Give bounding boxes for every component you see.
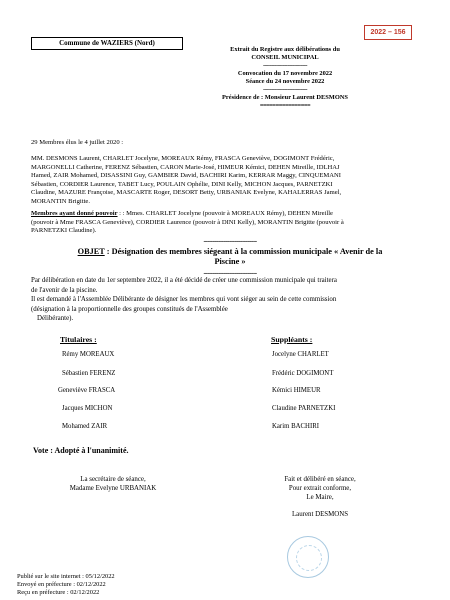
- footer-line: Envoyé en préfecture : 02/12/2022: [17, 581, 106, 588]
- presidency: Présidence de : Monsieur Laurent DESMONS: [222, 94, 348, 101]
- publication-footer: [17, 573, 115, 597]
- commune-label: Commune de WAZIERS (Nord): [31, 37, 183, 50]
- vote-result: Vote : Adopté à l'unanimité.: [33, 446, 129, 455]
- titulaire-name: Mohamed ZAIR: [62, 423, 108, 430]
- footer-line: Reçu en préfecture : 02/12/2022: [17, 589, 100, 596]
- deliberation-body: [31, 276, 431, 324]
- mayor-name: Laurent DESMONS: [291, 511, 349, 518]
- body-line: Il est demandé à l'Assemblée Délibérante de désigner les membres qui vont siéger au sein de cette commission: [31, 296, 337, 303]
- body-line: de l'avenir de la piscine.: [31, 286, 98, 294]
- separator: ---------------------------: [263, 62, 307, 69]
- separator: ---------------------------: [263, 86, 307, 93]
- separator: ================: [259, 102, 311, 109]
- signature-line: Fait et délibéré en séance,: [284, 476, 356, 483]
- body-line: Par délibération en date du 1er septembre 2022, il a été décidé de créer une commission municipale qui traitera: [31, 277, 337, 284]
- titulaire-name: Geneviève FRASCA: [58, 387, 116, 394]
- body-line: (désignation à la proportionnelle des groupes constitués de l'Assemblée: [31, 305, 228, 313]
- convocation-date: Convocation du 17 novembre 2022: [237, 70, 333, 77]
- suppleants-header: Suppléants :: [271, 335, 313, 344]
- proxy-line: PARNETZKI Claudine).: [31, 227, 97, 234]
- official-seal: [287, 536, 329, 578]
- separator: -----------------------------: [203, 268, 257, 277]
- register-line: Extrait du Registre aux délibérations du: [230, 46, 340, 53]
- proxy-line: : : Mmes. CHARLET Jocelyne (pouvoir à MOREAUX Rémy), DEHEN Mireille: [117, 210, 333, 217]
- suppleant-name: Frédéric DOGIMONT: [272, 370, 334, 377]
- proxy-label: Membres ayant donné pouvoir: [31, 210, 118, 217]
- member-line: MARGONELLI Catherine, FERENZ Sébastien, CARON Marie-José, HIMEUR Kémici, DEHEN Mireille, IDLHAJ: [31, 163, 340, 171]
- suppleant-name: Claudine PARNETZKI: [272, 405, 336, 412]
- objet-title: : Désignation des membres siégeant à la commission municipale « Avenir de la: [104, 246, 383, 256]
- objet-title: Piscine »: [214, 257, 246, 266]
- present-members: [31, 155, 431, 206]
- elected-count: 29 Membres élus le 4 juillet 2020 :: [31, 139, 124, 146]
- objet-block: [40, 236, 420, 278]
- titulaires-header: Titulaires :: [60, 335, 97, 344]
- signature-block: [260, 475, 380, 519]
- separator: -----------------------------: [203, 237, 257, 245]
- secretary-block: [33, 475, 193, 493]
- secretary-name: Madame Evelyne URBANIAK: [69, 485, 157, 492]
- signature-line: Pour extrait conforme,: [288, 485, 352, 492]
- member-line: MORANTIN Brigitte.: [31, 197, 90, 205]
- titulaire-name: Rémy MOREAUX: [62, 351, 115, 358]
- council-title: CONSEIL MUNICIPAL: [251, 54, 319, 61]
- suppleant-name: Kémici HIMEUR: [272, 387, 321, 394]
- secretary-title: La secrétaire de séance,: [80, 476, 146, 483]
- body-line: Délibérante).: [37, 315, 74, 322]
- signature-line: Le Maire,: [306, 494, 334, 501]
- titulaire-name: Sébastien FERENZ: [62, 370, 116, 377]
- reference-number: 2022 – 156: [364, 25, 412, 40]
- member-line: Claudine, MAZURE Françoise, MASCARTE Roger, DESORT Betty, URBANIAK Evelyne, KAHALERRAS Jamel,: [31, 189, 342, 196]
- session-date: Séance du 24 novembre 2022: [245, 78, 325, 85]
- suppleant-name: Karim BACHIRI: [272, 423, 320, 430]
- suppleant-name: Jocelyne CHARLET: [272, 351, 329, 358]
- proxy-members: [31, 210, 431, 236]
- titulaire-name: Jacques MICHON: [62, 405, 113, 412]
- member-line: Hamed, ZAIR Mohamed, DISASSINI Guy, GAMBIER David, BACHIRI Karim, KERRAR Maggy, CINQUEMANI: [31, 172, 341, 179]
- proxy-line: (pouvoir à Mme FRASCA Geneviève), CORDIER Laurence (pouvoir à DINI Kelly), MORANTIN Brigitte (pouvoir à: [31, 218, 344, 226]
- member-line: MM. DESMONS Laurent, CHARLET Jocelyne, MOREAUX Rémy, FRASCA Geneviève, DOGIMONT Frédéric,: [31, 155, 335, 162]
- register-extract-title: [200, 46, 370, 110]
- objet-label: OBJET: [77, 246, 105, 256]
- member-line: Sébastien, CORDIER Laurence, TABET Lucy, POULAIN Ophélie, DINI Kelly, MICHON Jacques, PARNETZKI: [31, 180, 333, 188]
- footer-line: Publié sur le site internet : 05/12/2022: [17, 573, 115, 580]
